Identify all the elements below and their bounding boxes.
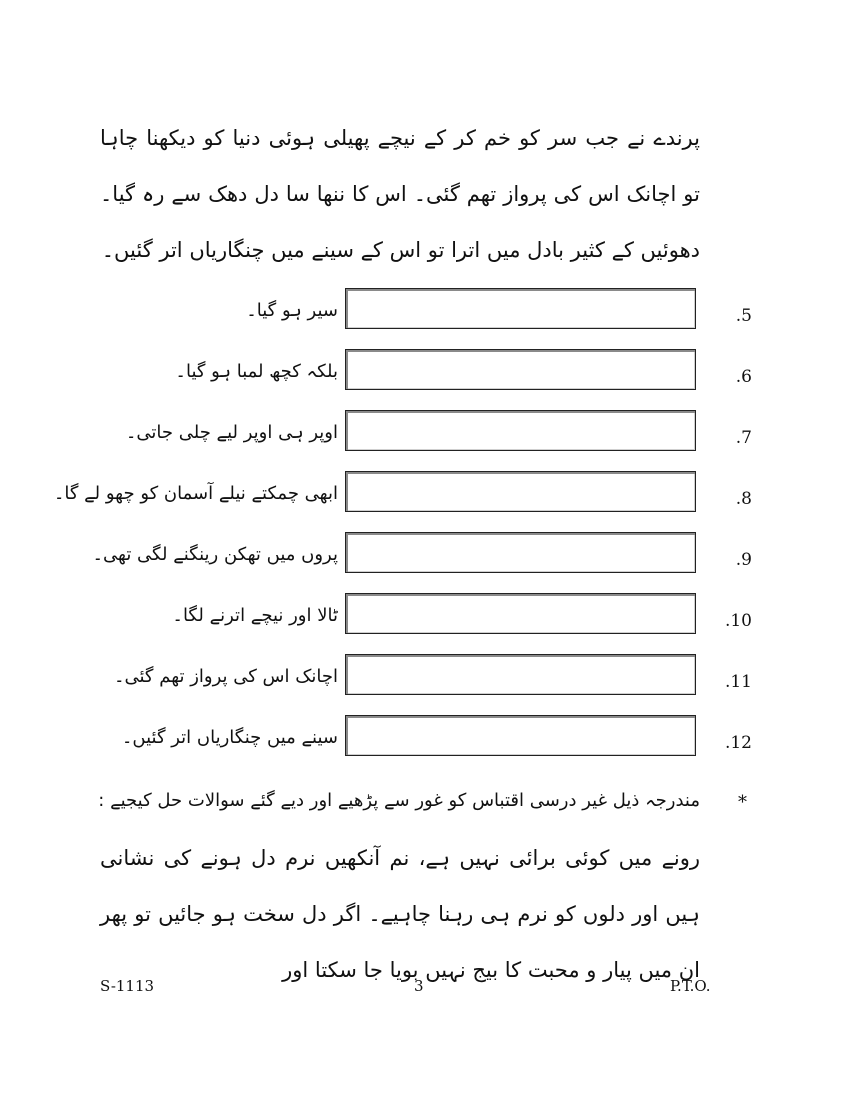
paper-code: S-1113	[100, 977, 155, 995]
answer-box[interactable]	[345, 410, 696, 451]
answer-box[interactable]	[345, 288, 696, 329]
passage-paragraph-1: پرندے نے جب سر کو خم کر کے نیچے پھیلی ہوئی دنیا کو دیکھنا چاہا تو اچانک اس کی پرواز تھم گئی۔ اس کا ننھا سا دل دھک سے رہ گیا۔ دھوئیں کے کثیر بادل میں اترا تو اس کے سینے میں چنگاریاں اتر گئیں۔	[100, 126, 700, 262]
question-number: .6	[735, 367, 752, 387]
answer-box[interactable]	[345, 654, 696, 695]
pto-label: P.T.O.	[670, 977, 711, 995]
page-number: 3	[414, 977, 424, 995]
passage-paragraph-2: رونے میں کوئی برائی نہیں ہے، نم آنکھیں نرم دل ہونے کی نشانی ہیں اور دلوں کو نرم ہی رہنا چاہیے۔ اگر دل سخت ہو جائیں تو پھر ان میں پیار و محبت کا بیج نہیں بویا جا سکتا اور	[100, 846, 700, 982]
question-text: سینے میں چنگاریاں اتر گئیں۔	[121, 727, 338, 748]
question-text: ابھی چمکتے نیلے آسمان کو چھو لے گا۔	[53, 483, 338, 504]
question-number: .10	[724, 611, 752, 631]
question-number: .7	[735, 428, 752, 448]
question-text: ٹالا اور نیچے اترنے لگا۔	[172, 605, 338, 626]
question-text: اوپر ہی اوپر لیے چلی جاتی۔	[125, 422, 338, 443]
question-number: .11	[724, 672, 752, 692]
answer-box[interactable]	[345, 471, 696, 512]
instruction-marker: *	[738, 792, 747, 813]
question-number: .5	[735, 306, 752, 326]
instruction-heading: مندرجہ ذیل غیر درسی اقتباس کو غور سے پڑھیے اور دیے گئے سوالات حل کیجیے :	[98, 790, 700, 811]
answer-box[interactable]	[345, 715, 696, 756]
question-text: بلکہ کچھ لمبا ہو گیا۔	[175, 361, 338, 382]
answer-box[interactable]	[345, 532, 696, 573]
question-number: .8	[735, 489, 752, 509]
question-text: پروں میں تھکن رینگنے لگی تھی۔	[92, 544, 338, 565]
question-text: اچانک اس کی پرواز تھم گئی۔	[113, 666, 338, 687]
question-number: .12	[724, 733, 752, 753]
question-text: سیر ہو گیا۔	[246, 300, 338, 321]
answer-box[interactable]	[345, 349, 696, 390]
answer-box[interactable]	[345, 593, 696, 634]
question-number: .9	[735, 550, 752, 570]
